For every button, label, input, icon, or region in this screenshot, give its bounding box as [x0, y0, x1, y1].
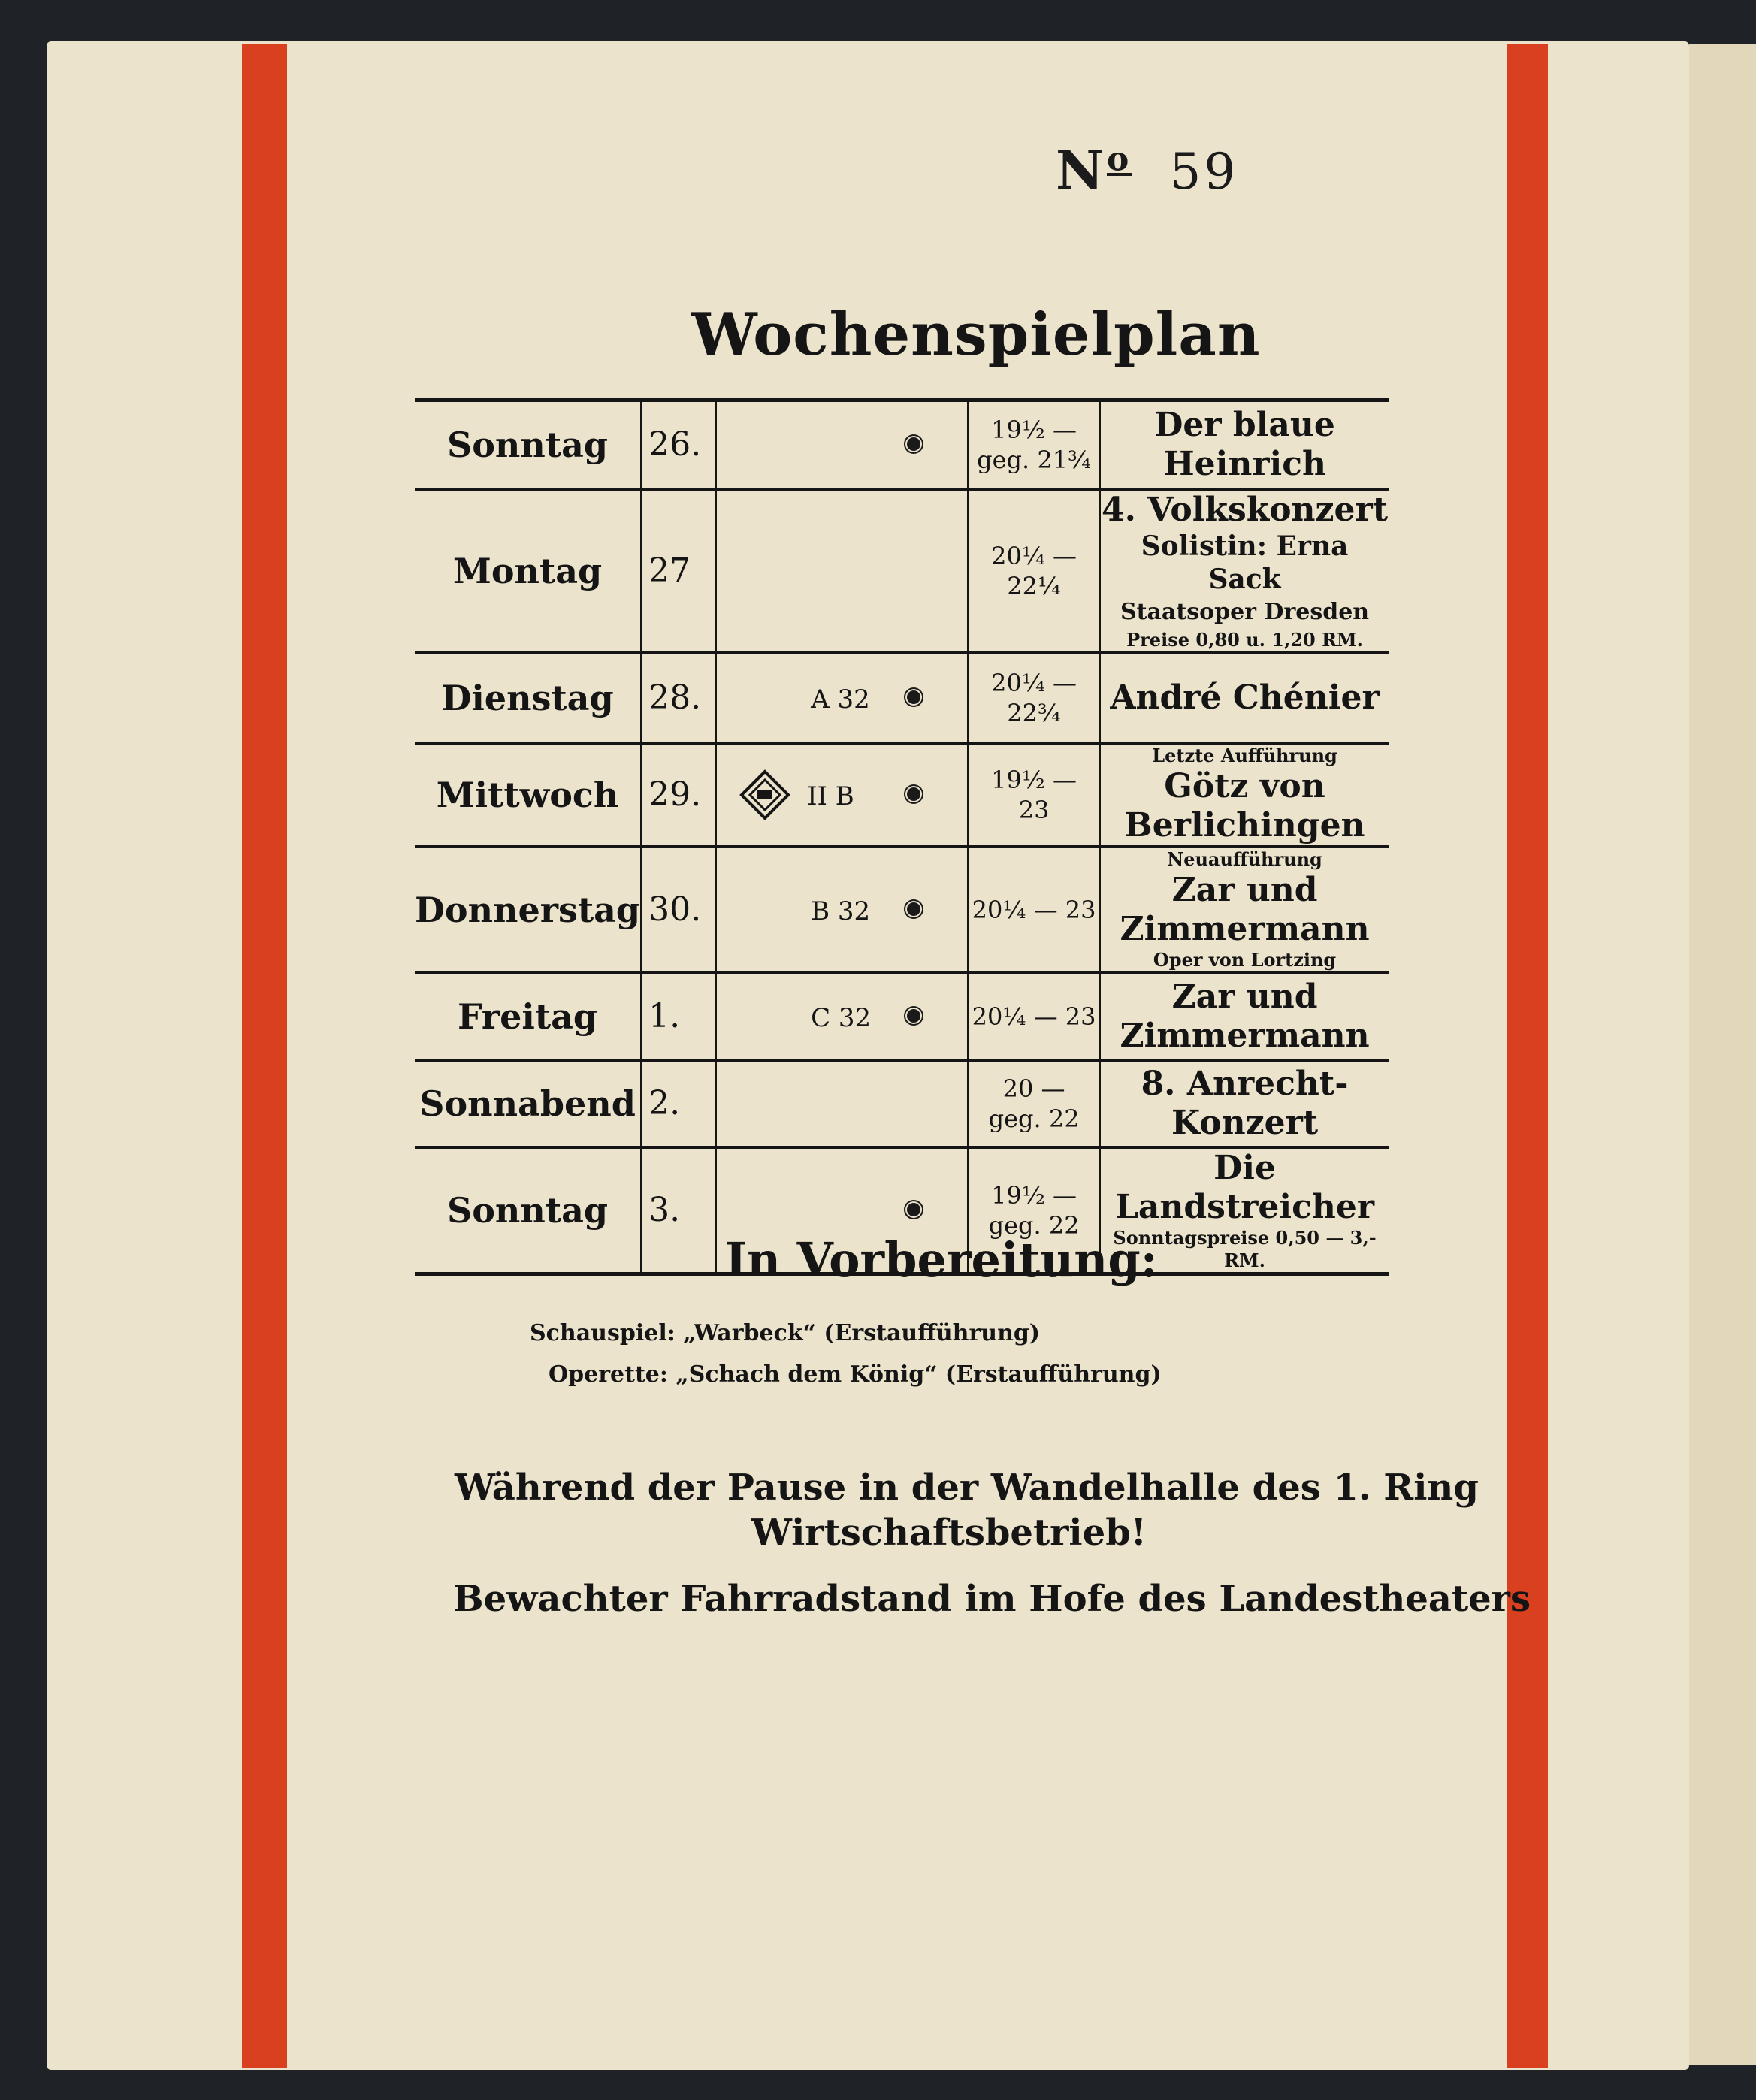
performance-title: Der blaue Heinrich	[1154, 405, 1335, 483]
time-end: geg. 21¾	[977, 445, 1092, 474]
schedule-row	[415, 743, 1389, 847]
performance-title: Götz von Berlichingen	[1124, 766, 1365, 845]
title-note-bottom: Oper von Lortzing	[1153, 948, 1337, 971]
schedule-row	[415, 653, 1389, 743]
subscription-code: II B	[807, 781, 854, 811]
performance-title: André Chénier	[1110, 678, 1380, 717]
subscription-code: A 32	[811, 684, 870, 715]
schedule-time	[969, 653, 1100, 743]
time-start: 20¼ — 23	[972, 895, 1096, 924]
title-note-top: Letzte Aufführung	[1152, 744, 1337, 766]
schedule-time	[969, 1060, 1100, 1147]
time-end: 22¾	[1007, 698, 1061, 727]
schedule-subscription	[716, 847, 969, 973]
hitler-youth-diamond-icon	[739, 769, 790, 820]
schedule-time	[969, 973, 1100, 1060]
schedule-title	[1100, 743, 1389, 847]
schedule-title	[1100, 489, 1389, 653]
schedule-row	[415, 1060, 1389, 1147]
schedule-title	[1100, 847, 1389, 973]
schedule-day: Freitag	[415, 973, 642, 1060]
title-note-top: Neuaufführung	[1167, 848, 1322, 870]
performance-title: Zar und Zimmermann	[1120, 977, 1370, 1055]
schedule-time	[969, 489, 1100, 653]
schedule-date: 27	[642, 489, 716, 653]
number-sign	[1056, 139, 1132, 201]
performance-dot-icon	[907, 902, 920, 916]
performance-title: 4. Volkskonzert	[1102, 490, 1389, 529]
page-number-value: 59	[1169, 143, 1239, 201]
preparation-play: Schauspiel: „Warbeck“ (Erstaufführung)	[530, 1320, 1041, 1346]
schedule-date: 30.	[642, 847, 716, 973]
schedule-subscription	[716, 1060, 969, 1147]
schedule-subscription	[716, 973, 969, 1060]
right-red-stripe	[1507, 44, 1548, 2068]
schedule-day: Sonnabend	[415, 1060, 642, 1147]
notice-line-1: Während der Pause in der Wandelhalle des 1. Ring	[455, 1467, 1479, 1509]
schedule-time	[969, 847, 1100, 973]
title-detail-line: Solistin: Erna Sack	[1141, 530, 1349, 595]
subscription-code: C 32	[811, 1002, 872, 1033]
schedule-date: 26.	[642, 400, 716, 489]
schedule-date: 29.	[642, 743, 716, 847]
preparation-operetta: Operette: „Schach dem König“ (Erstaufführung)	[549, 1361, 1162, 1388]
subscription-code: B 32	[811, 896, 871, 926]
schedule-row	[415, 847, 1389, 973]
time-start: 20¼ — 23	[972, 1002, 1096, 1031]
time-start: 19½ —	[991, 765, 1077, 794]
time-start: 19½ —	[991, 415, 1077, 444]
performance-title: Die Landstreicher	[1114, 1148, 1375, 1226]
performance-dot-icon	[907, 787, 920, 801]
schedule-row	[415, 973, 1389, 1060]
time-start: 20¼ —	[991, 541, 1077, 570]
performance-title: Zar und Zimmermann	[1120, 870, 1370, 948]
time-end: 22¼	[1007, 571, 1061, 600]
title-note-bottom: Sonntagspreise 0,50 — 3,- RM.	[1113, 1226, 1377, 1271]
schedule-subscription	[716, 653, 969, 743]
performance-title: 8. Anrecht-Konzert	[1141, 1064, 1349, 1142]
schedule-day: Dienstag	[415, 653, 642, 743]
schedule-subscription	[716, 743, 969, 847]
schedule-subscription	[716, 489, 969, 653]
performance-dot-icon	[907, 690, 920, 704]
time-end: 23	[1018, 795, 1050, 824]
time-start: 19½ —	[991, 1180, 1077, 1210]
time-start: 20 —	[1002, 1074, 1065, 1103]
schedule-day: Sonntag	[415, 400, 642, 489]
schedule-day: Donnerstag	[415, 847, 642, 973]
schedule-subscription	[716, 400, 969, 489]
schedule-date: 3.	[642, 1147, 716, 1274]
schedule-day: Montag	[415, 489, 642, 653]
time-end: geg. 22	[988, 1104, 1080, 1133]
schedule-title	[1100, 1060, 1389, 1147]
time-end: geg. 22	[988, 1210, 1080, 1240]
title-detail-line: Staatsoper Dresden	[1120, 598, 1370, 625]
schedule-day: Sonntag	[447, 1189, 609, 1231]
page-title: Wochenspielplan	[691, 301, 1261, 369]
next-page-edge	[1689, 44, 1756, 2065]
schedule-date: 2.	[642, 1060, 716, 1147]
notice-line-2: Wirtschaftsbetrieb!	[751, 1512, 1147, 1554]
schedule-date: 1.	[642, 973, 716, 1060]
title-detail-line: Preise 0,80 u. 1,20 RM.	[1126, 628, 1363, 651]
number-sign-prefix: N	[1056, 139, 1107, 201]
notice-line-3: Bewachter Fahrradstand im Hofe des Landestheaters	[453, 1578, 1531, 1620]
schedule-row	[415, 489, 1389, 653]
performance-dot-icon	[907, 1009, 920, 1023]
schedule-date: 28.	[642, 653, 716, 743]
left-red-stripe	[242, 44, 287, 2068]
number-sign-suffix: o	[1106, 140, 1132, 179]
schedule-title	[1100, 400, 1389, 489]
performance-dot-icon	[907, 1203, 920, 1216]
schedule-title	[1100, 973, 1389, 1060]
schedule-time	[969, 743, 1100, 847]
schedule-time	[969, 400, 1100, 489]
weekly-schedule-table	[415, 398, 1389, 1276]
schedule-title	[1100, 653, 1389, 743]
schedule-row	[415, 400, 1389, 489]
page-number	[1056, 139, 1238, 201]
preparation-heading: In Vorbereitung:	[725, 1232, 1158, 1287]
performance-dot-icon	[907, 437, 920, 451]
schedule-day: Mittwoch	[415, 743, 642, 847]
time-start: 20¼ —	[991, 668, 1077, 697]
